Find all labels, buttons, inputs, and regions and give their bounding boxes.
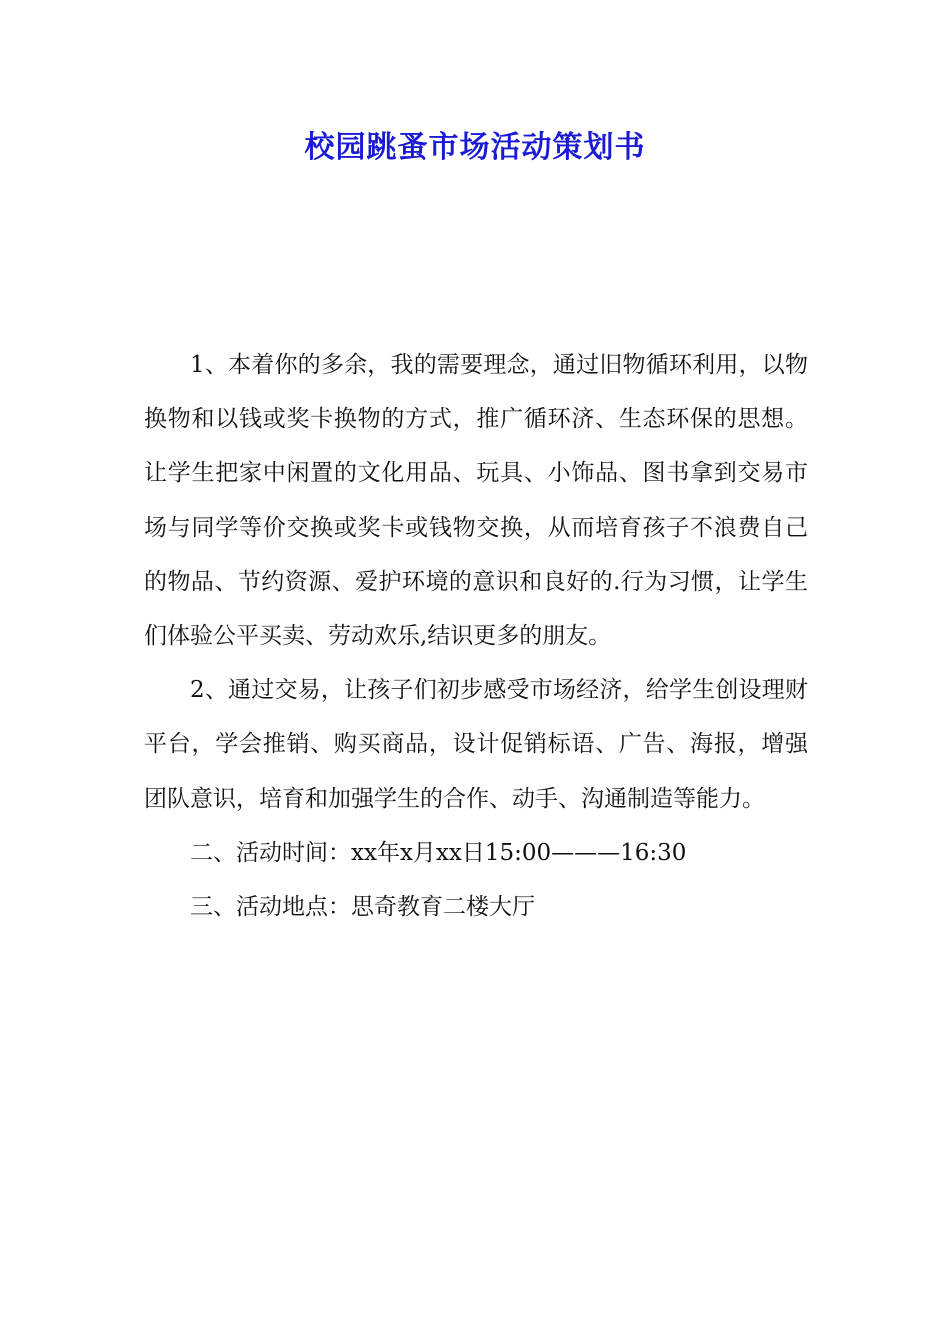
document-body <box>144 338 808 934</box>
paragraph-activity-time: 二、活动时间：xx年x月xx日15:00———16:30 <box>190 839 687 866</box>
paragraph-activity-location: 三、活动地点：思奇教育二楼大厅 <box>190 894 535 921</box>
paragraph-purpose-2: 2、通过交易，让孩子们初步感受市场经济，给学生创设理财平台，学会推销、购买商品，设计促销标语、广告、海报，增强团队意识，培育和加强学生的合作、动手、沟通制造等能力。 <box>144 677 808 812</box>
paragraph-purpose-1: 1、本着你的多余，我的需要理念，通过旧物循环利用，以物换物和以钱或奖卡换物的方式，推广循环济、生态环保的思想。让学生把家中闲置的文化用品、玩具、小饰品、图书拿到交易市场与同学等价交换或奖卡或钱物交换，从而培育孩子不浪费自己的物品、节约资源、爱护环境的意识和良好的.行为习惯，让学生们体验公平买卖、劳动欢乐,结识更多的朋友。 <box>144 352 808 650</box>
document-title: 校园跳蚤市场活动策划书 <box>304 130 646 165</box>
